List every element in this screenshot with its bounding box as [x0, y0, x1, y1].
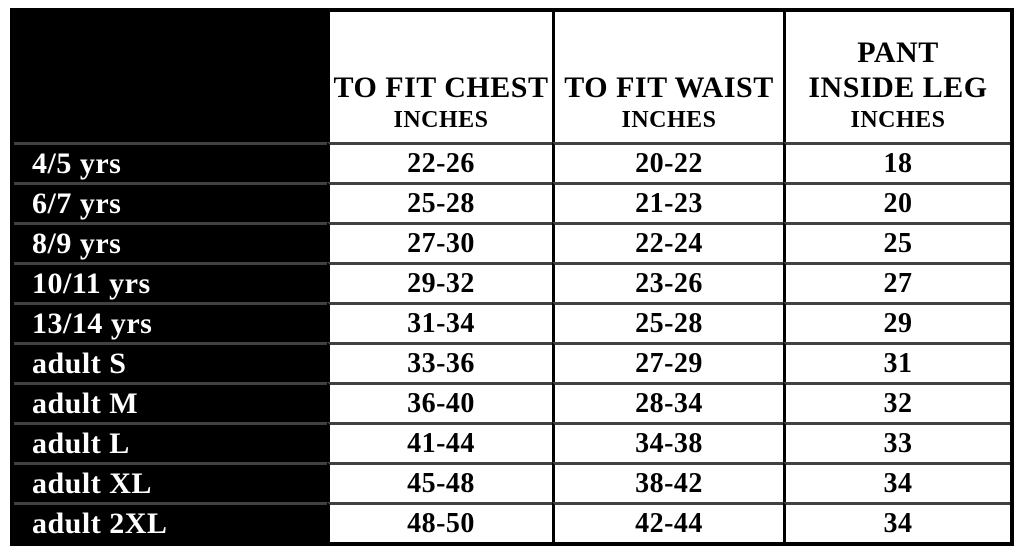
waist-value: 38-42 — [552, 462, 783, 502]
chest-value: 45-48 — [327, 462, 552, 502]
header-waist-units: INCHES — [621, 106, 717, 133]
row-label: adult L — [14, 422, 327, 462]
leg-value: 32 — [783, 382, 1010, 422]
row-label: 4/5 yrs — [14, 142, 327, 182]
leg-value: 34 — [783, 462, 1010, 502]
chest-value: 48-50 — [327, 502, 552, 542]
header-chest-column — [327, 12, 552, 142]
leg-value: 18 — [783, 142, 1010, 182]
chest-value: 22-26 — [327, 142, 552, 182]
chest-value: 27-30 — [327, 222, 552, 262]
row-label: adult M — [14, 382, 327, 422]
header-waist-line1: TO FIT WAIST — [564, 71, 774, 105]
row-label: adult XL — [14, 462, 327, 502]
leg-value: 34 — [783, 502, 1010, 542]
leg-value: 31 — [783, 342, 1010, 382]
row-label: 8/9 yrs — [14, 222, 327, 262]
waist-value: 22-24 — [552, 222, 783, 262]
row-label: adult S — [14, 342, 327, 382]
waist-value: 23-26 — [552, 262, 783, 302]
leg-value: 33 — [783, 422, 1010, 462]
leg-value: 29 — [783, 302, 1010, 342]
row-label: adult 2XL — [14, 502, 327, 542]
chest-value: 33-36 — [327, 342, 552, 382]
chest-value: 25-28 — [327, 182, 552, 222]
header-size-column — [14, 12, 327, 142]
header-leg-column — [783, 12, 1010, 142]
header-chest-line1: TO FIT CHEST — [333, 71, 549, 105]
row-label: 13/14 yrs — [14, 302, 327, 342]
leg-value: 25 — [783, 222, 1010, 262]
header-size-line2: SIZES TO ORDER — [54, 98, 304, 131]
header-leg-line2: INSIDE LEG — [808, 71, 988, 105]
leg-value: 20 — [783, 182, 1010, 222]
header-chest-units: INCHES — [393, 106, 489, 133]
chest-value: 36-40 — [327, 382, 552, 422]
leg-value: 27 — [783, 262, 1010, 302]
header-leg-units: INCHES — [850, 106, 946, 133]
waist-value: 20-22 — [552, 142, 783, 182]
waist-value: 25-28 — [552, 302, 783, 342]
header-waist-column — [552, 12, 783, 142]
header-leg-line1: PANT — [857, 35, 939, 69]
waist-value: 34-38 — [552, 422, 783, 462]
chest-value: 41-44 — [327, 422, 552, 462]
chest-value: 31-34 — [327, 302, 552, 342]
mens-size-chart-table — [10, 8, 1014, 546]
waist-value: 21-23 — [552, 182, 783, 222]
row-label: 6/7 yrs — [14, 182, 327, 222]
header-size-line1: MENS — [54, 64, 140, 97]
chest-value: 29-32 — [327, 262, 552, 302]
waist-value: 27-29 — [552, 342, 783, 382]
waist-value: 42-44 — [552, 502, 783, 542]
waist-value: 28-34 — [552, 382, 783, 422]
row-label: 10/11 yrs — [14, 262, 327, 302]
